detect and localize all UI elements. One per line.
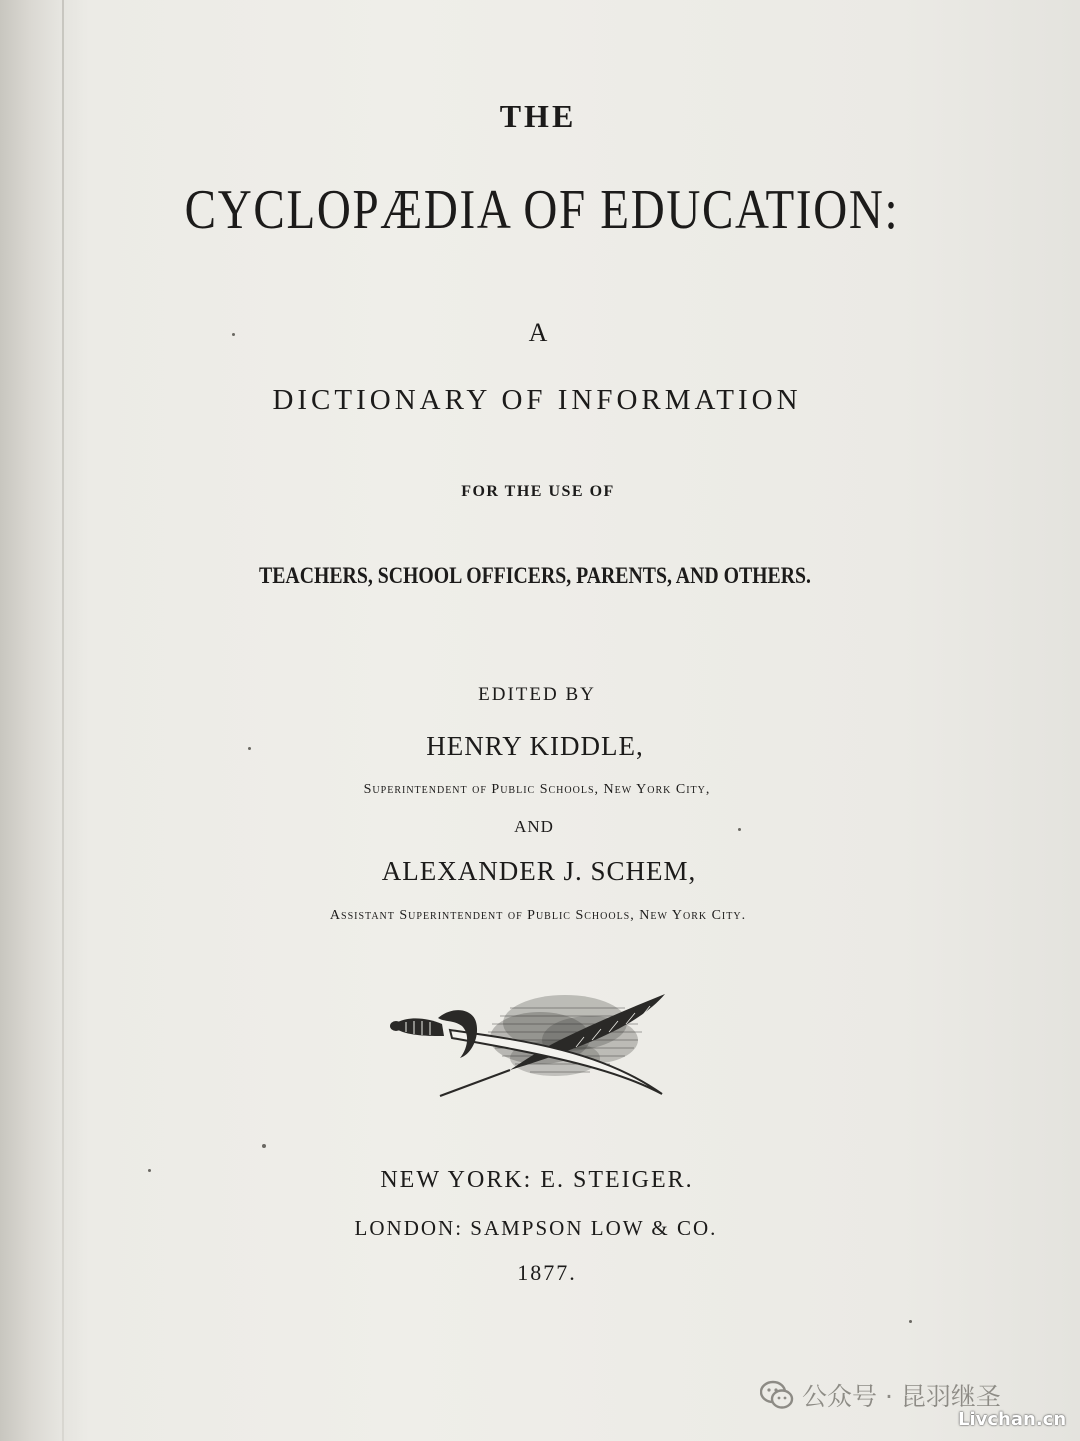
wechat-watermark xyxy=(760,1377,1001,1413)
paper-speck xyxy=(909,1320,912,1323)
edited-by-label: EDITED BY xyxy=(478,684,596,705)
editor-name: HENRY KIDDLE, xyxy=(426,731,644,761)
editor-name: ALEXANDER J. SCHEM, xyxy=(381,856,697,886)
wechat-icon xyxy=(760,1380,794,1410)
paper-speck xyxy=(262,1144,266,1148)
for-use-line: FOR THE USE OF xyxy=(461,483,615,500)
title-the: THE xyxy=(499,98,577,134)
editor-title: Assistant Superintendent of Public Schools, New York City. xyxy=(329,908,747,923)
editor-title: Superintendent of Public Schools, New York City, xyxy=(363,782,711,797)
publisher-new-york: NEW YORK: E. STEIGER. xyxy=(380,1167,694,1193)
audience-line: TEACHERS, SCHOOL OFFICERS, PARENTS, AND OTHERS. xyxy=(259,563,811,588)
subtitle: DICTIONARY OF INFORMATION xyxy=(272,384,802,416)
title-article: A xyxy=(528,318,548,347)
and-connector: AND xyxy=(514,817,554,836)
publication-year: 1877. xyxy=(517,1260,577,1285)
site-watermark: Livchan.cn xyxy=(958,1409,1067,1430)
watermark-text: 公众号 · 昆羽继圣 xyxy=(802,1382,1001,1411)
sword-and-quill-icon xyxy=(380,978,700,1103)
main-title: CYCLOPÆDIA OF EDUCATION: xyxy=(184,179,900,241)
publisher-london: LONDON: SAMPSON LOW & CO. xyxy=(354,1216,718,1240)
